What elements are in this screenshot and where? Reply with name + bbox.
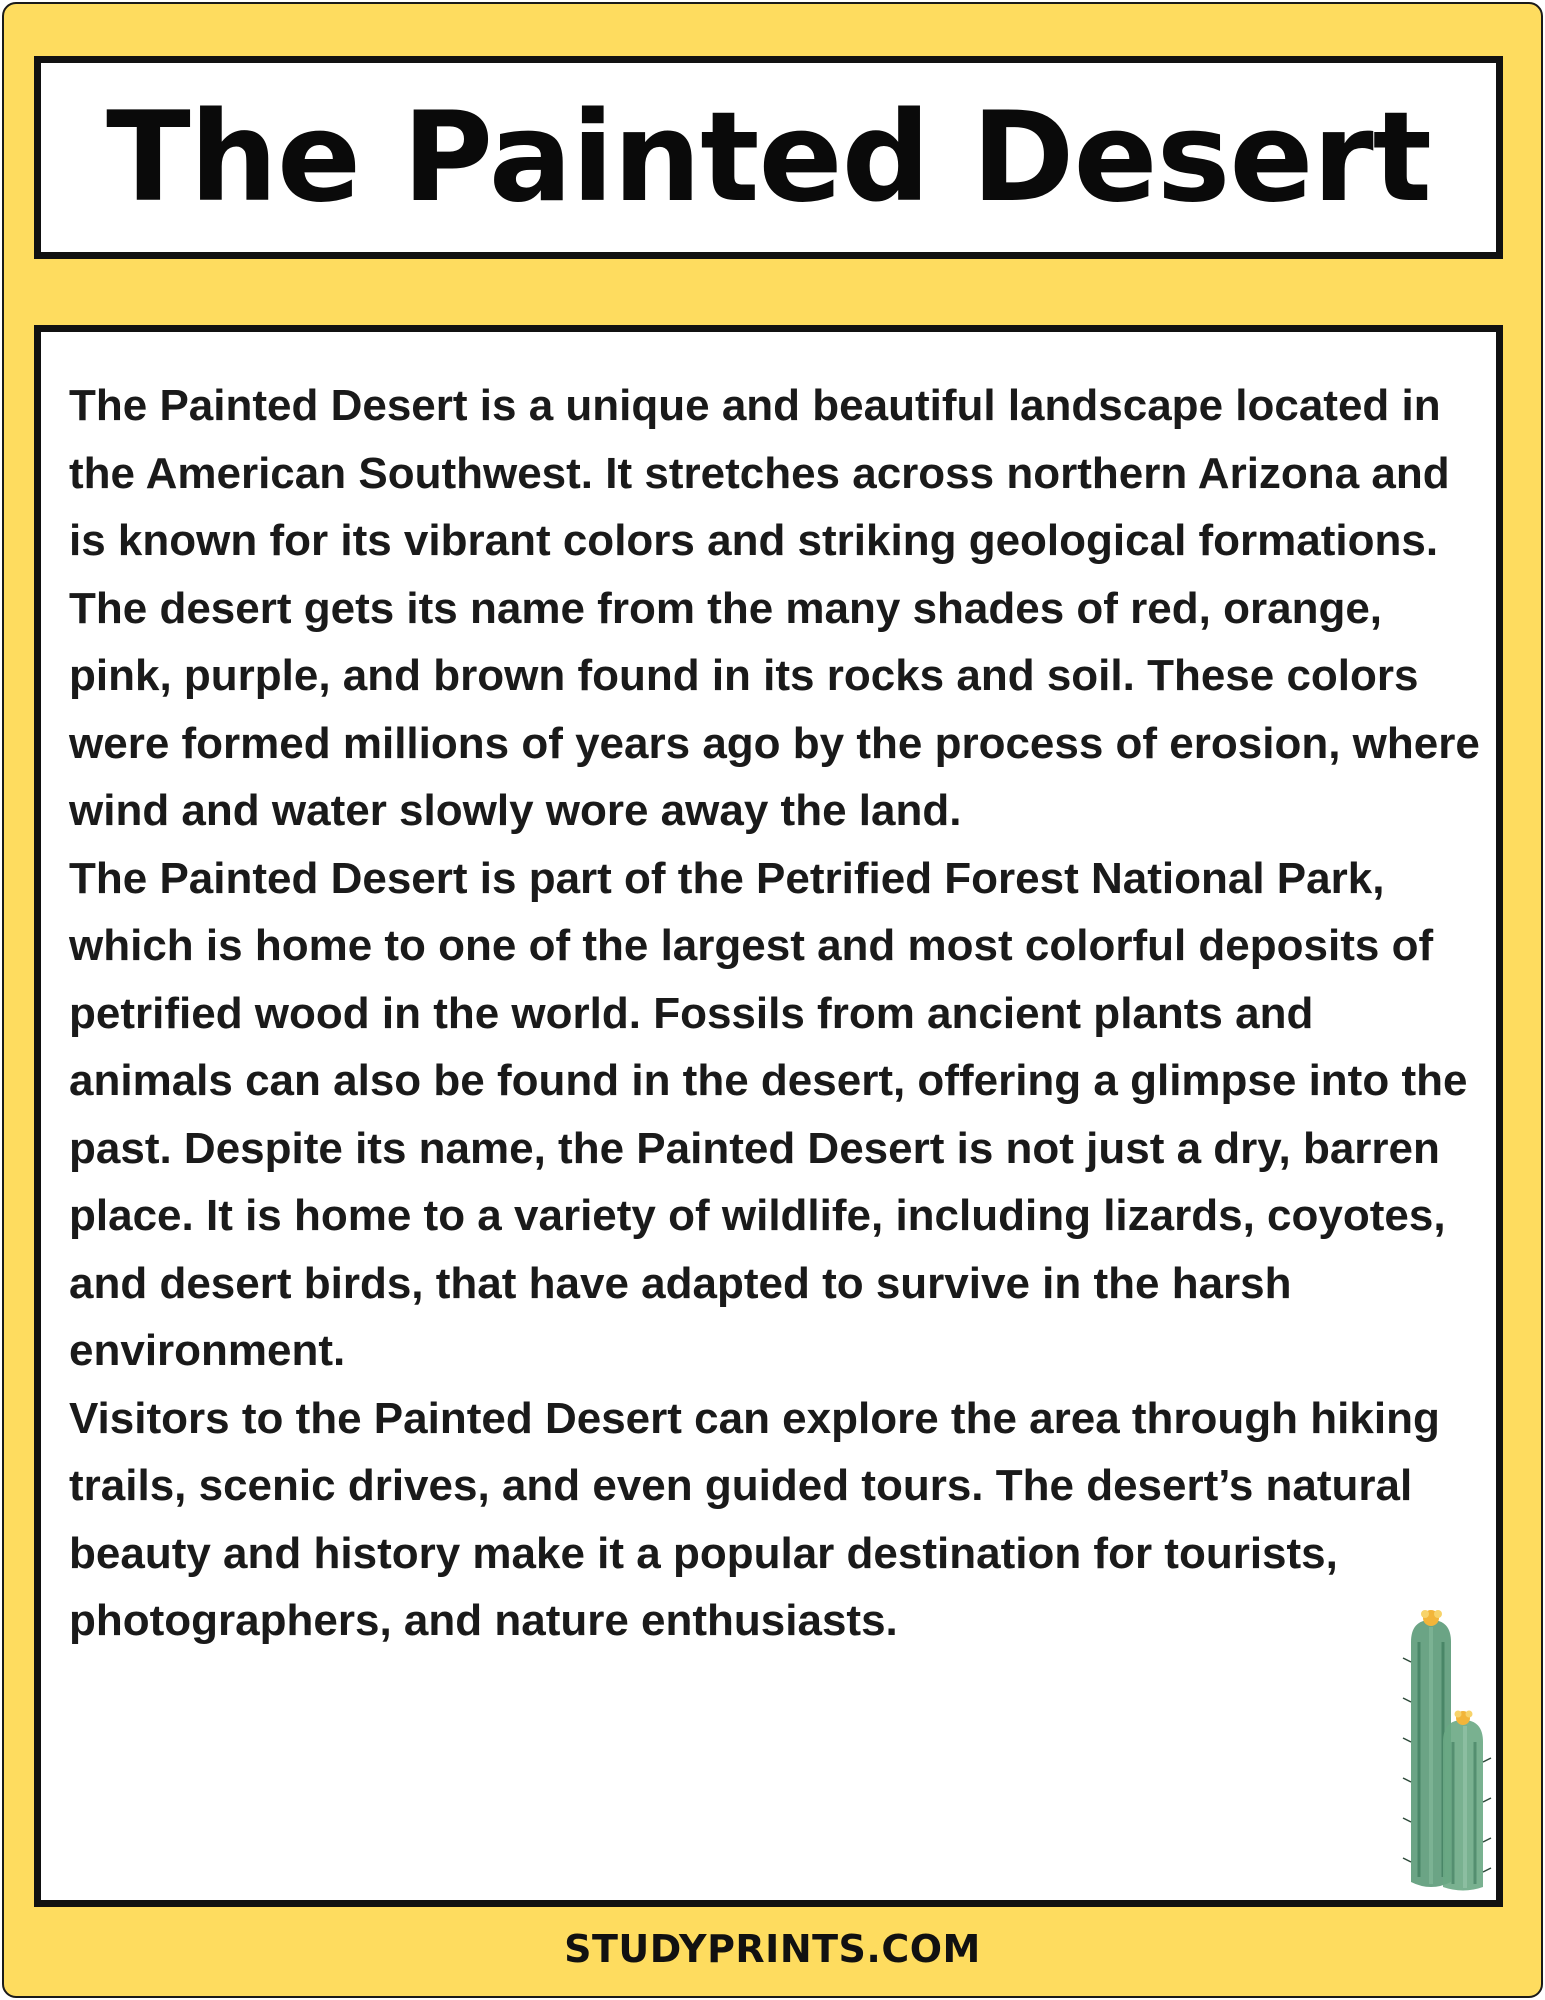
cactus-icon: [1381, 1602, 1501, 1902]
article-body: [69, 372, 1489, 1655]
paragraph-3: Visitors to the Painted Desert can explore the area through hiking trails, scenic drives, and even guided tours. The desert’s natural beauty and history make it a popular destination for tourists, photographers, and nature enthusiasts.: [69, 1393, 1440, 1645]
paragraph-1: The Painted Desert is a unique and beautiful landscape located in the American Southwest. It stretches across northern Arizona and is known for its vibrant colors and striking geological formations. The desert gets its name from the many shades of red, orange, pink, purple, and brown found in its rocks and soil. These colors were formed millions of years ago by the process of erosion, where wind and water slowly wore away the land.: [69, 381, 1480, 835]
content-box: [34, 325, 1503, 1907]
paragraph-2: The Painted Desert is part of the Petrified Forest National Park, which is home to one of the largest and most colorful deposits of petrified wood in the world. Fossils from ancient plants and animals can also be found in the desert, offering a glimpse into the past. Despite its name, the Painted Desert is not just a dry, barren place. It is home to a variety of wildlife, including lizards, coyotes, and desert birds, that have adapted to survive in the harsh environment.: [69, 853, 1468, 1375]
page-title: The Painted Desert: [106, 85, 1431, 230]
worksheet-page: [2, 2, 1543, 1998]
footer-brand: STUDYPRINTS.COM: [564, 1927, 981, 1971]
title-box: [34, 56, 1503, 259]
